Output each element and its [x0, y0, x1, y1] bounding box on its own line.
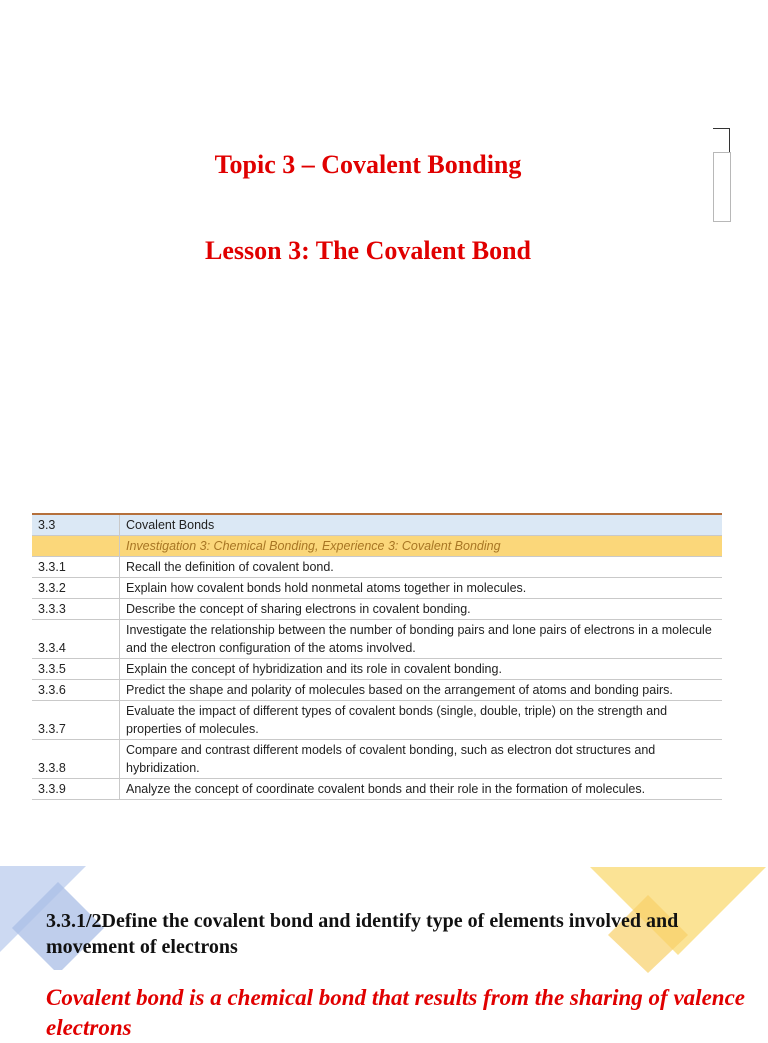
objective-question: 3.3.1/2Define the covalent bond and identify type of elements involved and movement of electrons [46, 910, 679, 958]
header-code: 3.3 [32, 514, 120, 536]
standard-row [32, 659, 722, 680]
covalent-bond-definition: Covalent bond is a chemical bond that results from the sharing of valence electrons [46, 985, 745, 1040]
standard-row [32, 779, 722, 800]
investigation-row [32, 536, 722, 557]
standard-text: Predict the shape and polarity of molecules based on the arrangement of atoms and bonding pairs. [120, 680, 723, 701]
standard-text: Explain how covalent bonds hold nonmetal atoms together in molecules. [120, 578, 723, 599]
standard-text: Evaluate the impact of different types of covalent bonds (single, double, triple) on the strength and properties of molecules. [120, 701, 723, 740]
standard-text: Explain the concept of hybridization and its role in covalent bonding. [120, 659, 723, 680]
standards-table [32, 513, 722, 800]
table-header-row [32, 514, 722, 536]
standard-row [32, 701, 722, 740]
standard-code: 3.3.8 [32, 740, 120, 779]
standard-code: 3.3.4 [32, 620, 120, 659]
corner-bracket [713, 128, 730, 153]
investigation-code-cell [32, 536, 120, 557]
standard-code: 3.3.3 [32, 599, 120, 620]
standard-row [32, 740, 722, 779]
topic-title: Topic 3 – Covalent Bonding [214, 150, 522, 179]
standard-code: 3.3.7 [32, 701, 120, 740]
standard-row [32, 599, 722, 620]
standard-code: 3.3.9 [32, 779, 120, 800]
standard-code: 3.3.6 [32, 680, 120, 701]
standard-code: 3.3.5 [32, 659, 120, 680]
standard-code: 3.3.2 [32, 578, 120, 599]
standard-text: Recall the definition of covalent bond. [120, 557, 723, 578]
investigation-text: Investigation 3: Chemical Bonding, Experience 3: Covalent Bonding [120, 536, 723, 557]
standard-row [32, 620, 722, 659]
standard-code: 3.3.1 [32, 557, 120, 578]
header-title: Covalent Bonds [120, 514, 723, 536]
standard-text: Investigate the relationship between the number of bonding pairs and lone pairs of electrons in a molecule and the electron configuration of the atoms involved. [120, 620, 723, 659]
standard-text: Compare and contrast different models of covalent bonding, such as electron dot structures and hybridization. [120, 740, 723, 779]
standard-text: Describe the concept of sharing electrons in covalent bonding. [120, 599, 723, 620]
lesson-title: Lesson 3: The Covalent Bond [204, 236, 532, 265]
standard-text: Analyze the concept of coordinate covalent bonds and their role in the formation of molecules. [120, 779, 723, 800]
side-text-box [713, 152, 731, 222]
standard-row [32, 557, 722, 578]
standard-row [32, 578, 722, 599]
standard-row [32, 680, 722, 701]
